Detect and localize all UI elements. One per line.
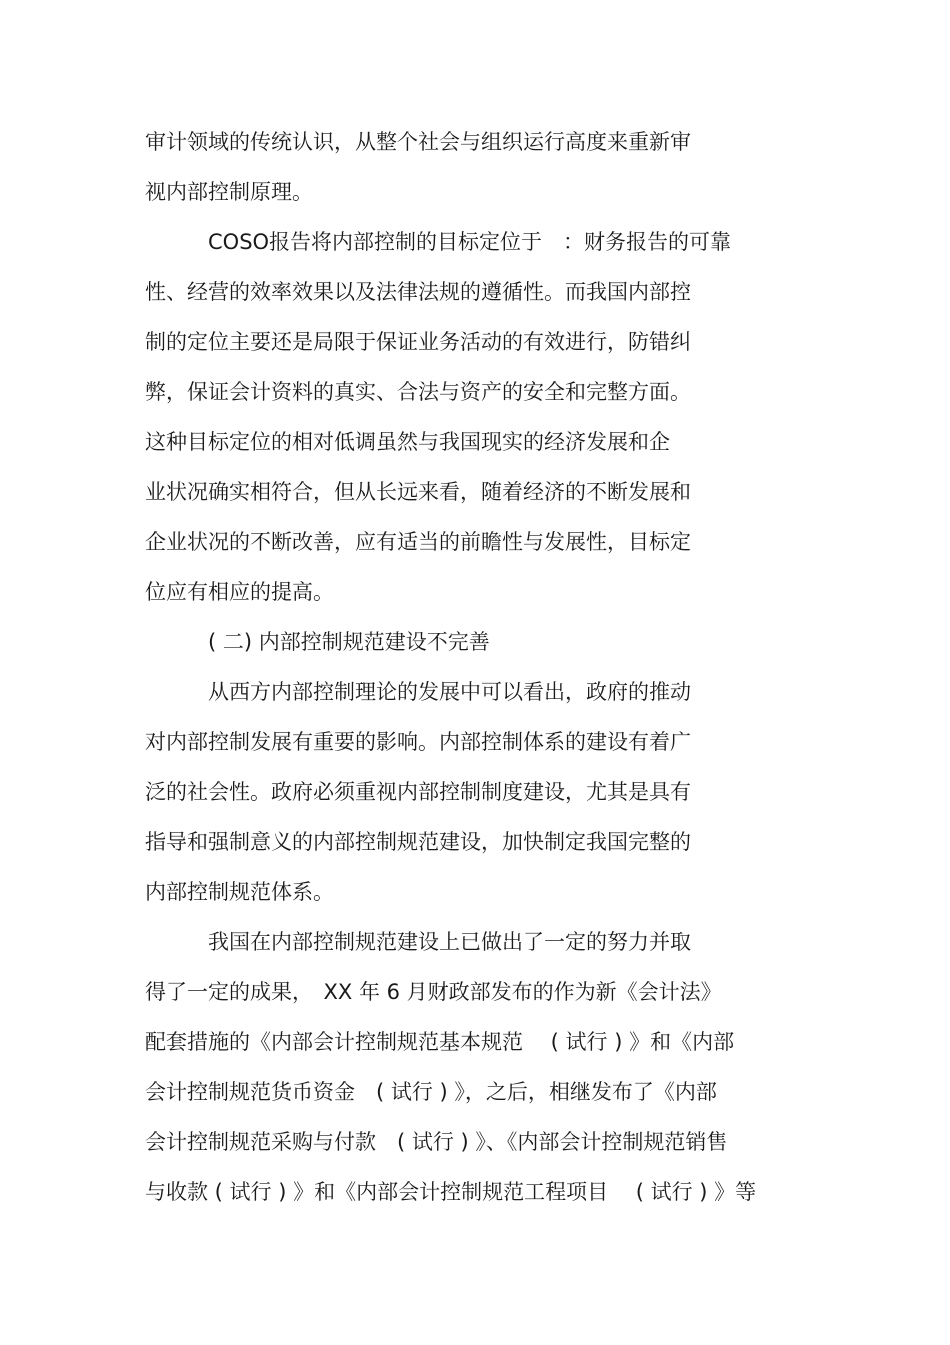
text-line: 配套措施的《内部会计控制规范基本规范 ( 试行 ) 》和《内部 bbox=[145, 1030, 735, 1054]
text-line: 弊，保证会计资料的真实、合法与资产的安全和完整方面。 bbox=[145, 380, 691, 404]
text-line: 泛的社会性。政府必须重视内部控制制度建设，尤其是具有 bbox=[145, 780, 691, 804]
text-line: 内部控制规范体系。 bbox=[145, 880, 334, 904]
text-line: 这种目标定位的相对低调虽然与我国现实的经济发展和企 bbox=[145, 430, 670, 454]
text-line: 业状况确实相符合，但从长远来看，随着经济的不断发展和 bbox=[145, 480, 691, 504]
text-line: 制的定位主要还是局限于保证业务活动的有效进行，防错纠 bbox=[145, 330, 691, 354]
text-line: 位应有相应的提高。 bbox=[145, 580, 334, 604]
text-line: 会计控制规范采购与付款 ( 试行 ) 》、《内部会计控制规范销售 bbox=[145, 1130, 728, 1154]
text-line: 指导和强制意义的内部控制规范建设，加快制定我国完整的 bbox=[145, 830, 691, 854]
text-line: 视内部控制原理。 bbox=[145, 180, 313, 204]
text-line: 从西方内部控制理论的发展中可以看出，政府的推动 bbox=[208, 680, 691, 704]
section-heading: ( 二) 内部控制规范建设不完善 bbox=[208, 630, 490, 654]
text-line: 得了一定的成果， XX 年 6 月财政部发布的作为新《会计法》 bbox=[145, 980, 722, 1004]
text-line: 对内部控制发展有重要的影响。内部控制体系的建设有着广 bbox=[145, 730, 691, 754]
text-line: 企业状况的不断改善，应有适当的前瞻性与发展性，目标定 bbox=[145, 530, 691, 554]
text-line: 性、经营的效率效果以及法律法规的遵循性。而我国内部控 bbox=[145, 280, 691, 304]
text-line: 与收款 ( 试行 ) 》和《内部会计控制规范工程项目 ( 试行 ) 》等 bbox=[145, 1180, 757, 1204]
text-line: COSO报告将内部控制的目标定位于 ：财务报告的可靠 bbox=[208, 230, 732, 254]
text-line: 会计控制规范货币资金 ( 试行 ) 》，之后，相继发布了《内部 bbox=[145, 1080, 717, 1104]
text-line: 审计领域的传统认识，从整个社会与组织运行高度来重新审 bbox=[145, 130, 691, 154]
text-line: 我国在内部控制规范建设上已做出了一定的努力并取 bbox=[208, 930, 691, 954]
